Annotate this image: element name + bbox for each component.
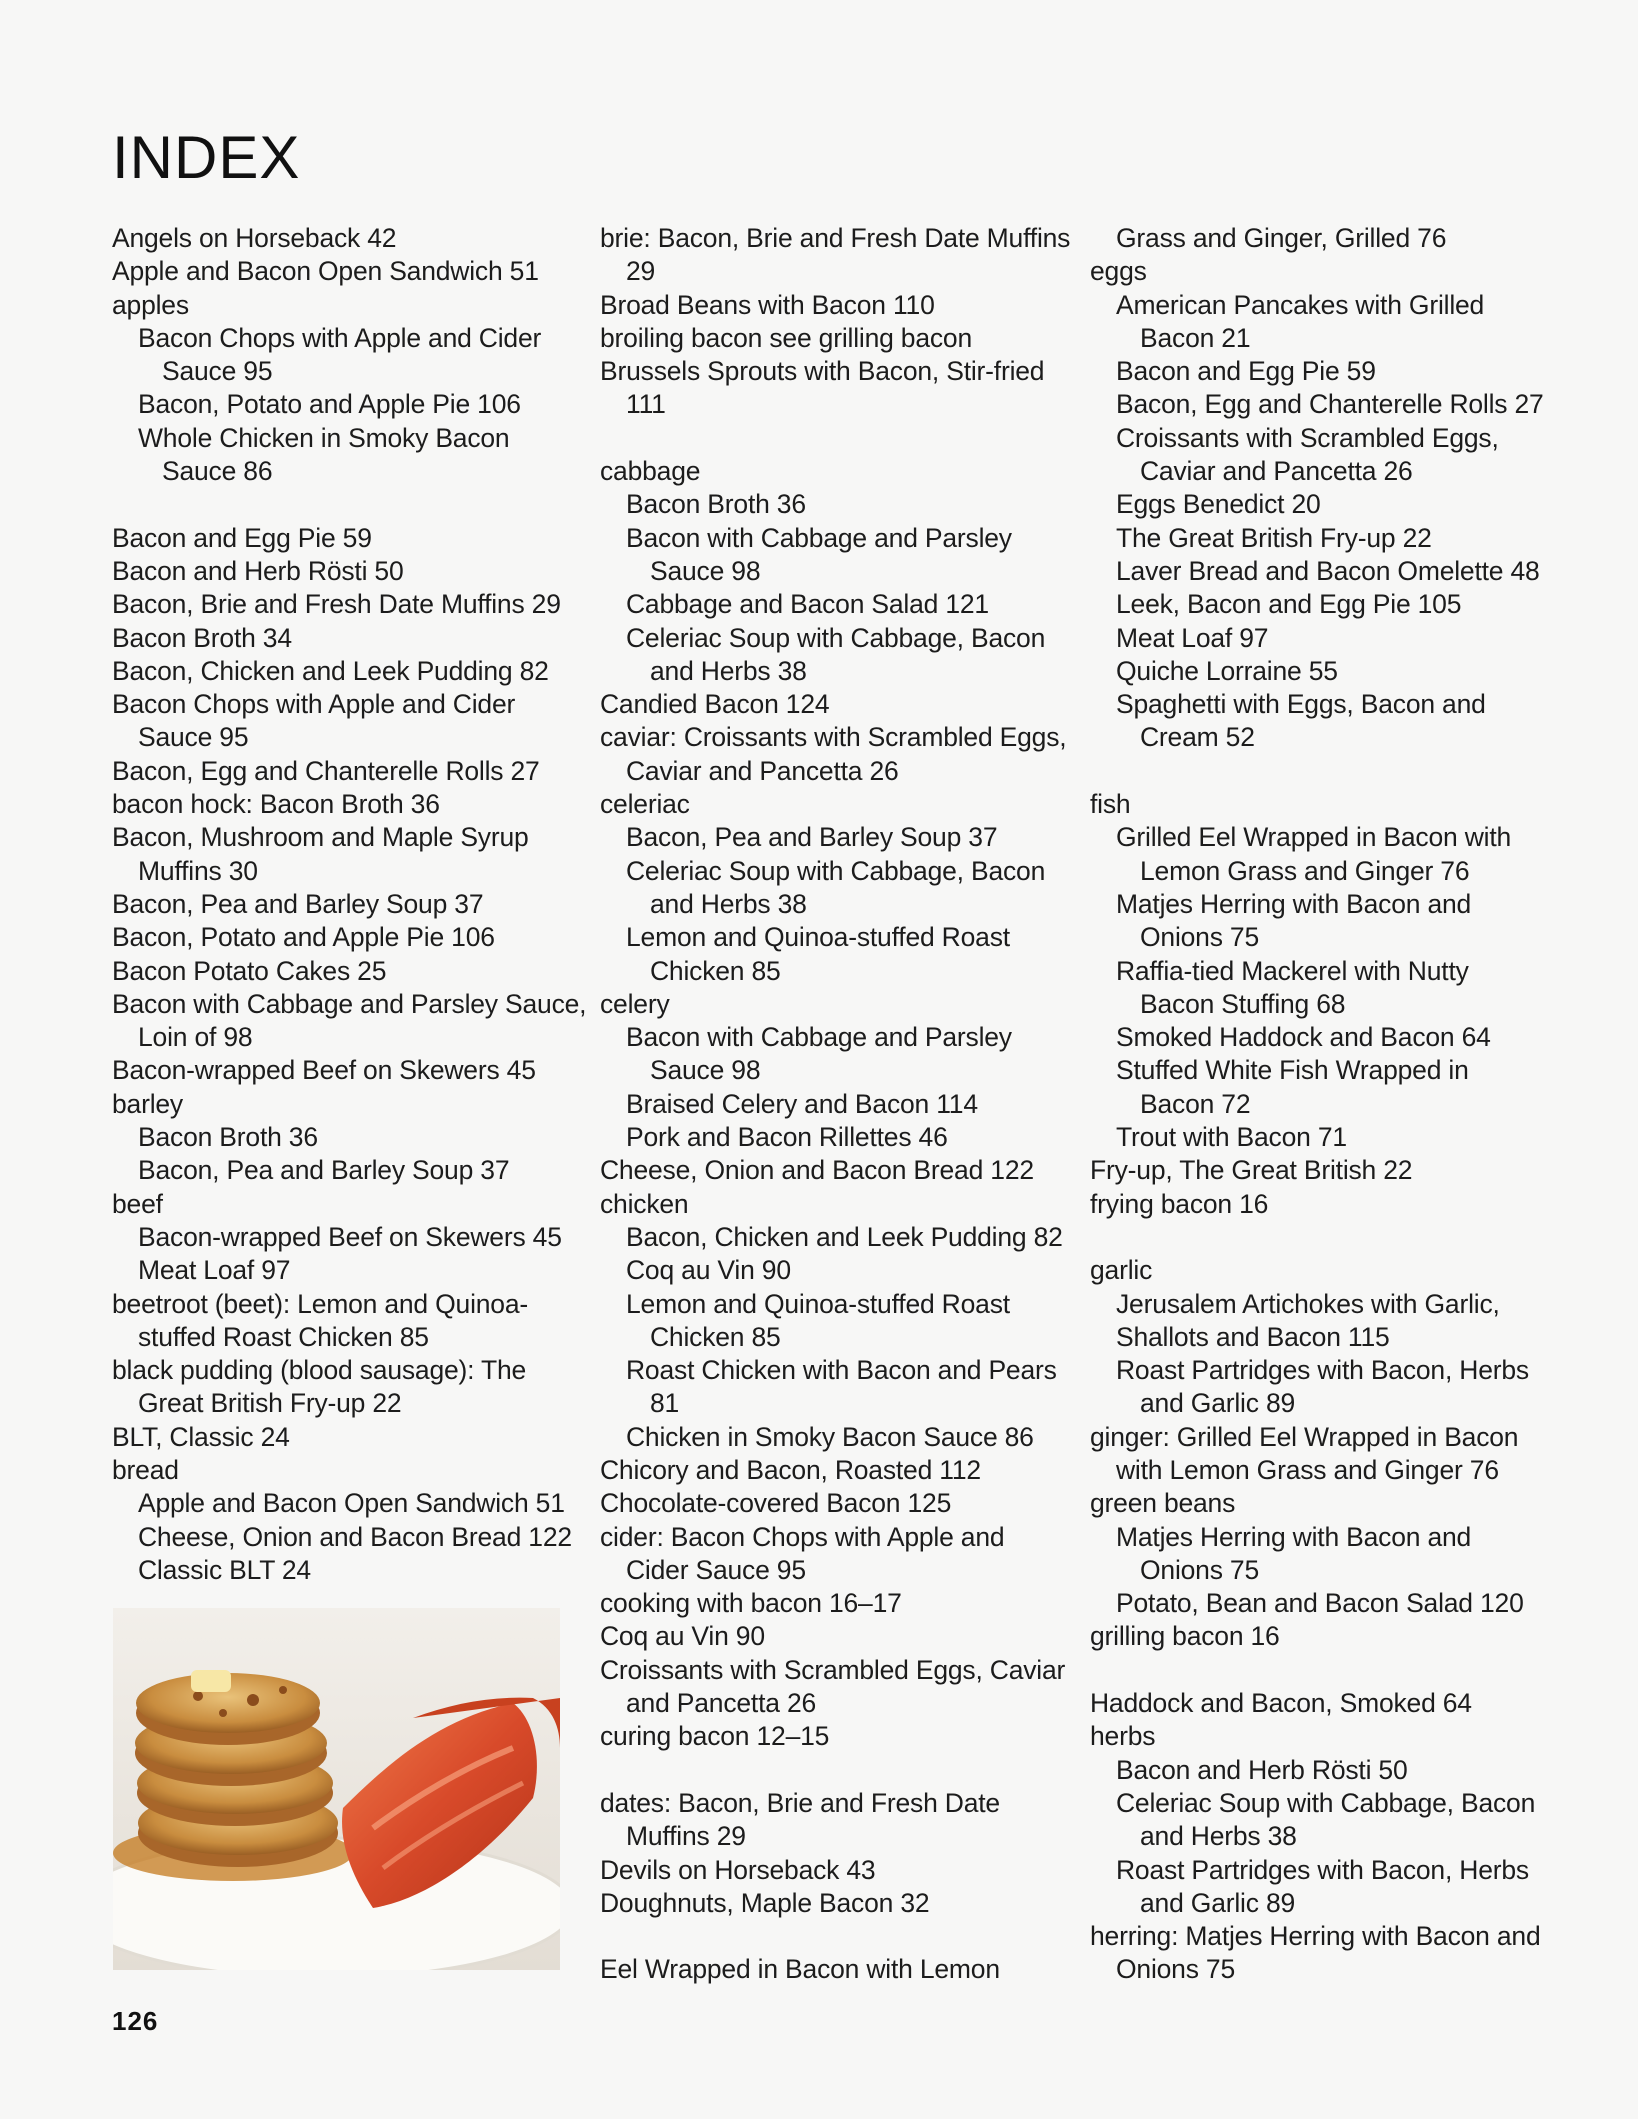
index-entry: Candied Bacon 124 xyxy=(600,689,830,720)
index-entry: Bacon, Pea and Barley Soup 37 xyxy=(112,888,484,919)
index-entry: Chicory and Bacon, Roasted 112 xyxy=(600,1454,981,1485)
index-entry: Bacon, Brie and Fresh Date Muffins 29 xyxy=(112,589,561,620)
index-subentry: and Pancetta 26 xyxy=(626,1688,817,1719)
index-gap xyxy=(600,1920,1070,1953)
index-entry: Bacon Broth 34 xyxy=(112,622,292,653)
index-subentry: Grass and Ginger, Grilled 76 xyxy=(1116,223,1447,253)
index-subentry: Sauce 86 xyxy=(162,456,273,487)
index-entry: celeriac xyxy=(600,789,690,820)
index-subentry: Cheese, Onion and Bacon Bread 122 xyxy=(138,1521,572,1552)
index-subentry: Celeriac Soup with Cabbage, Bacon xyxy=(1116,1787,1536,1818)
index-subentry: 81 xyxy=(650,1388,680,1419)
index-subentry: Bacon, Egg and Chanterelle Rolls 27 xyxy=(1116,389,1544,420)
index-entry: Broad Beans with Bacon 110 xyxy=(600,289,935,320)
index-entry: Devils on Horseback 43 xyxy=(600,1854,876,1885)
index-entry: Bacon and Herb Rösti 50 xyxy=(112,555,404,586)
index-subentry: Sauce 95 xyxy=(138,722,249,753)
index-subentry: Coq au Vin 90 xyxy=(626,1255,791,1286)
index-subentry: and Herbs 38 xyxy=(650,655,807,686)
index-entry: Brussels Sprouts with Bacon, Stir-fried xyxy=(600,356,1045,387)
index-subentry: The Great British Fry-up 22 xyxy=(1116,522,1432,553)
index-gap xyxy=(600,422,1070,455)
index-subentry: Onions 75 xyxy=(1140,922,1260,953)
index-entry: herbs xyxy=(1090,1721,1156,1752)
index-entry: chicken xyxy=(600,1188,689,1219)
index-entry: Fry-up, The Great British 22 xyxy=(1090,1155,1413,1186)
index-subentry: Pork and Bacon Rillettes 46 xyxy=(626,1122,948,1153)
index-subentry: Bacon, Pea and Barley Soup 37 xyxy=(138,1155,510,1186)
index-entry: Bacon Chops with Apple and Cider xyxy=(112,689,516,720)
index-subentry: Meat Loaf 97 xyxy=(138,1255,291,1286)
index-subentry: Bacon-wrapped Beef on Skewers 45 xyxy=(138,1221,562,1252)
index-gap xyxy=(112,488,582,521)
index-subentry: Classic BLT 24 xyxy=(138,1554,311,1585)
index-subentry: Meat Loaf 97 xyxy=(1116,622,1269,653)
index-entry: bread xyxy=(112,1454,179,1485)
index-entry: cooking with bacon 16–17 xyxy=(600,1588,902,1619)
index-subentry: Bacon with Cabbage and Parsley xyxy=(626,1022,1012,1053)
index-subentry: Matjes Herring with Bacon and xyxy=(1116,888,1472,919)
index-subentry: Grilled Eel Wrapped in Bacon with xyxy=(1116,822,1512,853)
index-subentry: Celeriac Soup with Cabbage, Bacon xyxy=(626,622,1046,653)
index-entry: cider: Bacon Chops with Apple and xyxy=(600,1521,1005,1552)
index-entry: Doughnuts, Maple Bacon 32 xyxy=(600,1887,930,1918)
index-gap xyxy=(1090,1221,1580,1254)
index-subentry: Cabbage and Bacon Salad 121 xyxy=(626,589,989,620)
index-entry: curing bacon 12–15 xyxy=(600,1721,830,1752)
index-entry: beef xyxy=(112,1188,163,1219)
index-subentry: Bacon, Potato and Apple Pie 106 xyxy=(138,389,521,420)
index-gap xyxy=(1090,1654,1580,1687)
index-entry: beetroot (beet): Lemon and Quinoa- xyxy=(112,1288,528,1319)
index-entry: Bacon Potato Cakes 25 xyxy=(112,955,387,986)
index-subentry: Smoked Haddock and Bacon 64 xyxy=(1116,1022,1491,1053)
index-subentry: Bacon Broth 36 xyxy=(138,1122,318,1153)
index-entry: BLT, Classic 24 xyxy=(112,1421,290,1452)
index-subentry: Lemon and Quinoa-stuffed Roast xyxy=(626,922,1010,953)
index-subentry: Roast Partridges with Bacon, Herbs xyxy=(1116,1355,1529,1386)
index-subentry: and Garlic 89 xyxy=(1140,1887,1296,1918)
index-subentry: Chicken in Smoky Bacon Sauce 86 xyxy=(626,1421,1034,1452)
index-subentry: and Garlic 89 xyxy=(1140,1388,1296,1419)
index-subentry: Caviar and Pancetta 26 xyxy=(1140,456,1413,487)
index-subentry: Bacon Broth 36 xyxy=(626,489,806,520)
index-column-3 xyxy=(1090,222,1580,1987)
index-subentry: 111 xyxy=(626,389,666,420)
index-entry: frying bacon 16 xyxy=(1090,1188,1269,1219)
index-subentry: Bacon and Egg Pie 59 xyxy=(1116,356,1376,387)
index-subentry: Braised Celery and Bacon 114 xyxy=(626,1088,978,1119)
index-entry: eggs xyxy=(1090,256,1147,287)
index-entry: Haddock and Bacon, Smoked 64 xyxy=(1090,1688,1472,1719)
index-subentry: Sauce 98 xyxy=(650,1055,761,1086)
index-entry: green beans xyxy=(1090,1488,1236,1519)
index-subentry: Bacon and Herb Rösti 50 xyxy=(1116,1754,1408,1785)
index-entry: Bacon, Chicken and Leek Pudding 82 xyxy=(112,655,549,686)
index-subentry: Loin of 98 xyxy=(138,1022,253,1053)
index-subentry: Onions 75 xyxy=(1116,1954,1236,1985)
index-subentry: Eggs Benedict 20 xyxy=(1116,489,1321,520)
index-subentry: Stuffed White Fish Wrapped in xyxy=(1116,1055,1469,1086)
index-subentry: Quiche Lorraine 55 xyxy=(1116,655,1338,686)
index-subentry: Lemon Grass and Ginger 76 xyxy=(1140,855,1470,886)
index-entry: broiling bacon see grilling bacon xyxy=(600,322,973,353)
index-subentry: Muffins 30 xyxy=(138,855,258,886)
index-entry: caviar: Croissants with Scrambled Eggs, xyxy=(600,722,1067,753)
index-subentry: Bacon Stuffing 68 xyxy=(1140,988,1346,1019)
index-entry: Bacon and Egg Pie 59 xyxy=(112,522,372,553)
index-subentry: 29 xyxy=(626,256,656,287)
index-entry: Bacon with Cabbage and Parsley Sauce, xyxy=(112,988,587,1019)
index-entry: Eel Wrapped in Bacon with Lemon xyxy=(600,1954,1000,1985)
page-number: 126 xyxy=(112,2006,159,2036)
index-entry: bacon hock: Bacon Broth 36 xyxy=(112,789,440,820)
index-subentry: Bacon, Pea and Barley Soup 37 xyxy=(626,822,998,853)
index-entry: Apple and Bacon Open Sandwich 51 xyxy=(112,256,539,287)
index-entry: Coq au Vin 90 xyxy=(600,1621,765,1652)
index-subentry: Bacon 72 xyxy=(1140,1088,1251,1119)
index-entry: Chocolate-covered Bacon 125 xyxy=(600,1488,952,1519)
index-entry: Angels on Horseback 42 xyxy=(112,223,397,253)
pancakes-illustration xyxy=(113,1608,560,1970)
index-entry: grilling bacon 16 xyxy=(1090,1621,1280,1652)
index-subentry: Sauce 95 xyxy=(162,356,273,387)
index-subentry: Matjes Herring with Bacon and xyxy=(1116,1521,1472,1552)
index-subentry: Lemon and Quinoa-stuffed Roast xyxy=(626,1288,1010,1319)
index-subentry: Great British Fry-up 22 xyxy=(138,1388,402,1419)
index-subentry: Jerusalem Artichokes with Garlic, xyxy=(1116,1288,1500,1319)
index-subentry: Croissants with Scrambled Eggs, xyxy=(1116,422,1499,453)
index-subentry: Laver Bread and Bacon Omelette 48 xyxy=(1116,555,1540,586)
index-subentry: Whole Chicken in Smoky Bacon xyxy=(138,422,510,453)
index-gap xyxy=(600,1754,1070,1787)
page-title: INDEX xyxy=(112,124,301,191)
index-entry: garlic xyxy=(1090,1255,1153,1286)
index-entry: Cheese, Onion and Bacon Bread 122 xyxy=(600,1155,1034,1186)
index-subentry: Bacon Chops with Apple and Cider xyxy=(138,322,542,353)
index-subentry: Bacon 21 xyxy=(1140,322,1251,353)
index-gap xyxy=(1090,755,1580,788)
index-entry: Croissants with Scrambled Eggs, Caviar xyxy=(600,1654,1066,1685)
index-entry: apples xyxy=(112,289,189,320)
index-subentry: Roast Chicken with Bacon and Pears xyxy=(626,1355,1057,1386)
index-column-1 xyxy=(112,222,587,1587)
index-entry: barley xyxy=(112,1088,183,1119)
index-subentry: with Lemon Grass and Ginger 76 xyxy=(1116,1454,1499,1485)
index-entry: cabbage xyxy=(600,456,701,487)
index-subentry: Bacon, Chicken and Leek Pudding 82 xyxy=(626,1221,1063,1252)
index-subentry: Roast Partridges with Bacon, Herbs xyxy=(1116,1854,1529,1885)
index-column-2 xyxy=(600,222,1070,1987)
index-entry: herring: Matjes Herring with Bacon and xyxy=(1090,1921,1541,1952)
index-subentry: Onions 75 xyxy=(1140,1554,1260,1585)
index-subentry: Chicken 85 xyxy=(650,955,781,986)
index-subentry: Spaghetti with Eggs, Bacon and xyxy=(1116,689,1486,720)
index-entry: dates: Bacon, Brie and Fresh Date xyxy=(600,1787,1000,1818)
index-entry: ginger: Grilled Eel Wrapped in Bacon xyxy=(1090,1421,1519,1452)
index-subentry: and Herbs 38 xyxy=(650,888,807,919)
index-subentry: Raffia-tied Mackerel with Nutty xyxy=(1116,955,1469,986)
index-subentry: American Pancakes with Grilled xyxy=(1116,289,1485,320)
index-entry: Bacon-wrapped Beef on Skewers 45 xyxy=(112,1055,536,1086)
index-entry: fish xyxy=(1090,789,1131,820)
index-subentry: Caviar and Pancetta 26 xyxy=(626,755,899,786)
index-subentry: Potato, Bean and Bacon Salad 120 xyxy=(1116,1588,1524,1619)
index-entry: Bacon, Egg and Chanterelle Rolls 27 xyxy=(112,755,540,786)
index-entry: brie: Bacon, Brie and Fresh Date Muffins xyxy=(600,223,1071,253)
index-entry: Bacon, Mushroom and Maple Syrup xyxy=(112,822,529,853)
index-subentry: Muffins 29 xyxy=(626,1821,746,1852)
pancakes-bacon-photo xyxy=(113,1608,560,1970)
index-subentry: Bacon with Cabbage and Parsley xyxy=(626,522,1012,553)
index-subentry: and Herbs 38 xyxy=(1140,1821,1297,1852)
index-subentry: Sauce 98 xyxy=(650,555,761,586)
index-subentry: Cider Sauce 95 xyxy=(626,1554,806,1585)
index-subentry: Chicken 85 xyxy=(650,1321,781,1352)
index-entry: celery xyxy=(600,988,670,1019)
index-subentry: Trout with Bacon 71 xyxy=(1116,1122,1347,1153)
index-subentry: Apple and Bacon Open Sandwich 51 xyxy=(138,1488,565,1519)
index-subentry: stuffed Roast Chicken 85 xyxy=(138,1321,429,1352)
index-subentry: Celeriac Soup with Cabbage, Bacon xyxy=(626,855,1046,886)
index-entry: Bacon, Potato and Apple Pie 106 xyxy=(112,922,495,953)
index-subentry: Cream 52 xyxy=(1140,722,1255,753)
index-subentry: Shallots and Bacon 115 xyxy=(1116,1321,1390,1352)
index-subentry: Leek, Bacon and Egg Pie 105 xyxy=(1116,589,1462,620)
index-entry: black pudding (blood sausage): The xyxy=(112,1355,527,1386)
